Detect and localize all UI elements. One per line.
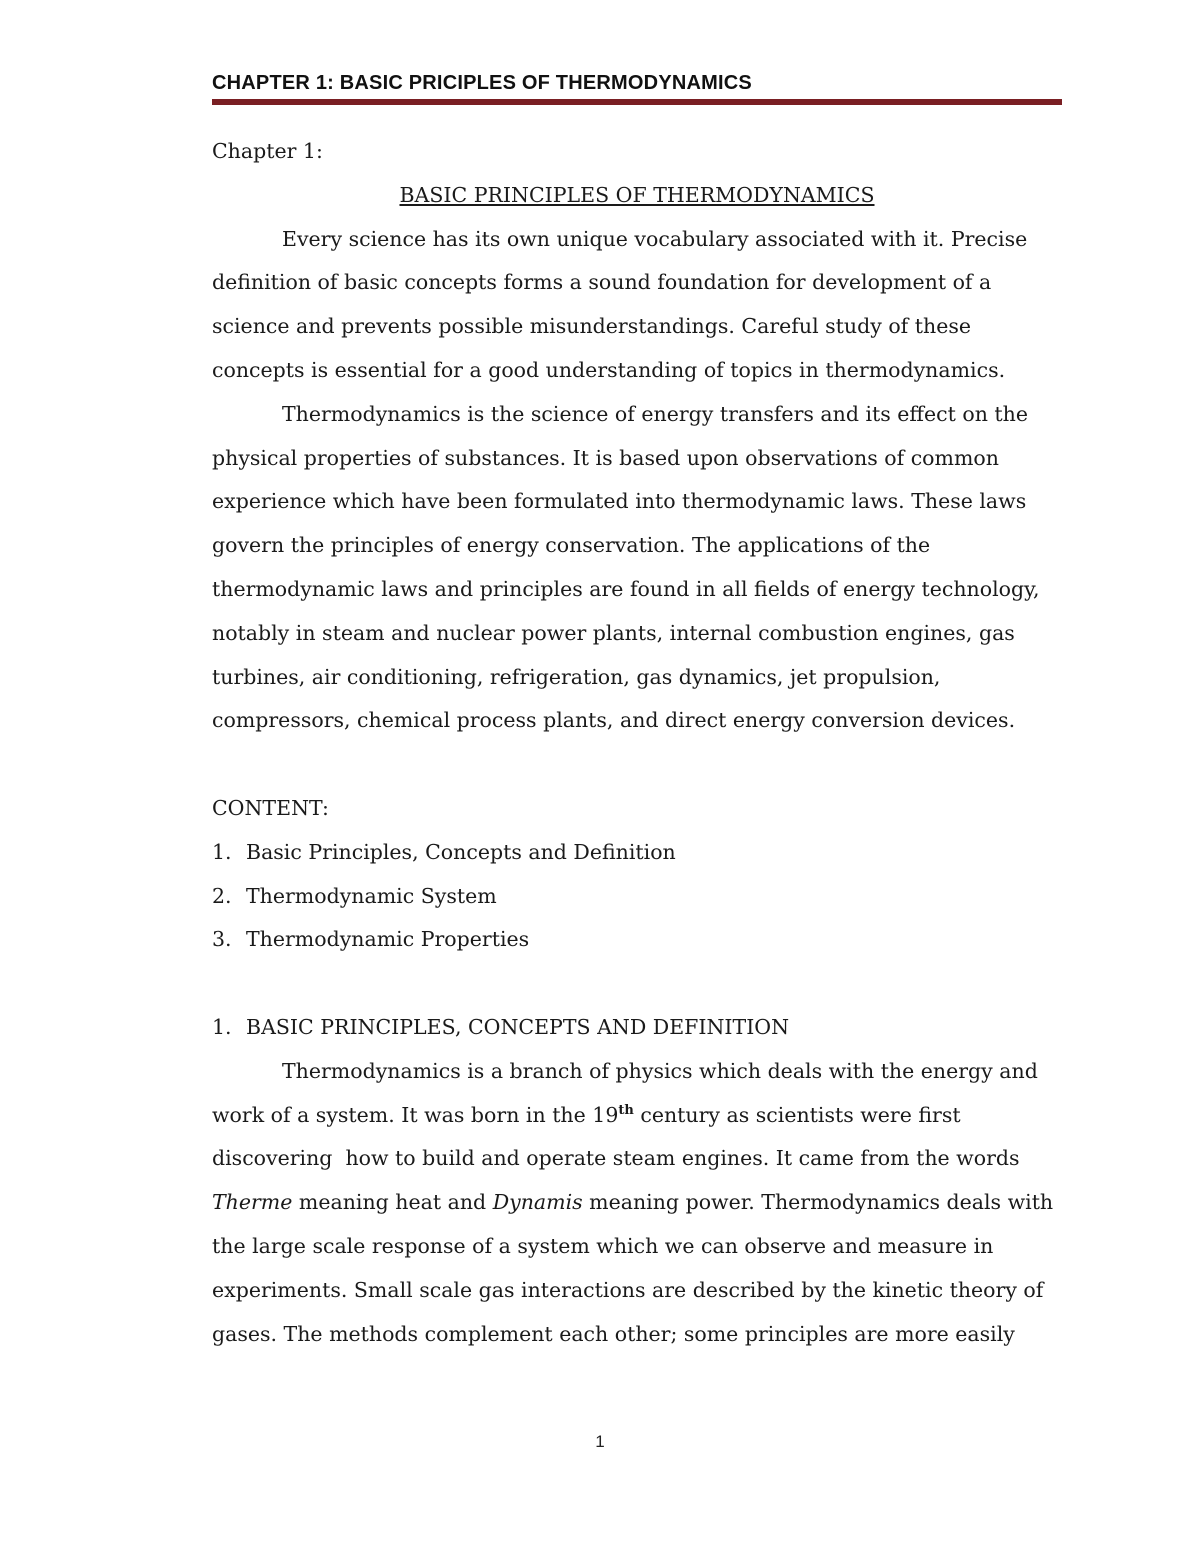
list-label: Thermodynamic System [246,883,497,908]
paragraph-line: compressors, chemical process plants, and direct energy conversion devices. [212,708,1016,733]
paragraph-line: physical properties of substances. It is based upon observations of common [212,445,999,470]
italic-term-dynamis: Dynamis [492,1190,583,1215]
header-rule [212,99,1062,105]
paragraph-line: turbines, air conditioning, refrigeration, gas dynamics, jet propulsion, [212,664,941,689]
section-heading [212,1006,1062,1050]
text-run: meaning power. Thermodynamics deals with [582,1190,1054,1215]
content-list [212,787,1062,962]
paragraph-line: concepts is essential for a good understanding of topics in thermodynamics. [212,357,1006,382]
paragraph-line: thermodynamic laws and principles are found in all fields of energy technology, [212,576,1040,601]
paragraph-line: discovering how to build and operate steam engines. It came from the words [212,1146,1020,1171]
text-run: work of a system. It was born in the 19 [212,1102,619,1127]
chapter-label: Chapter 1: [212,139,323,163]
paragraph-line: Thermodynamics is the science of energy transfers and its effect on the [282,401,1028,426]
intro-paragraph-1 [212,218,1062,393]
paragraph-line: experience which have been formulated into thermodynamic laws. These laws [212,489,1027,514]
running-header: CHAPTER 1: BASIC PRICIPLES OF THERMODYNAMICS [212,72,752,94]
list-label: Basic Principles, Concepts and Definition [246,839,676,864]
intro-paragraph-2 [212,393,1062,743]
list-number: 1. [212,839,232,864]
paragraph-line: the large scale response of a system which we can observe and measure in [212,1233,994,1258]
section-number: 1. [212,1014,232,1039]
paragraph-line: Every science has its own unique vocabulary associated with it. Precise [282,226,1028,251]
list-item [212,831,1062,875]
paragraph-line [212,1181,1062,1225]
content-heading: CONTENT: [212,795,329,820]
spacer [212,962,1062,1006]
paragraph-line: gases. The methods complement each other; some principles are more easily [212,1321,1015,1346]
list-item [212,918,1062,962]
list-number: 3. [212,927,232,952]
paragraph-line [212,1094,1062,1138]
paragraph-line: experiments. Small scale gas interactions are described by the kinetic theory of [212,1277,1044,1302]
ordinal-superscript: th [618,1102,634,1118]
paragraph-line: notably in steam and nuclear power plants, internal combustion engines, gas [212,620,1015,645]
spacer [212,743,1062,787]
italic-term-therme: Therme [212,1190,293,1215]
paragraph-line: definition of basic concepts forms a sound foundation for development of a [212,270,992,295]
page-number: 1 [595,1432,605,1451]
list-number: 2. [212,883,232,908]
paragraph-line: govern the principles of energy conservation. The applications of the [212,533,931,558]
section-1 [212,1006,1062,1356]
chapter-title: BASIC PRINCIPLES OF THERMODYNAMICS [399,182,875,207]
paragraph-line: Thermodynamics is a branch of physics which deals with the energy and [282,1058,1038,1083]
document-body [212,130,1062,1356]
text-run: meaning heat and [292,1190,493,1215]
section-title: BASIC PRINCIPLES, CONCEPTS AND DEFINITION [246,1014,790,1039]
paragraph-line: science and prevents possible misunderstandings. Careful study of these [212,314,971,339]
list-item [212,875,1062,919]
text-run: century as scientists were first [633,1102,961,1127]
list-label: Thermodynamic Properties [246,927,530,952]
